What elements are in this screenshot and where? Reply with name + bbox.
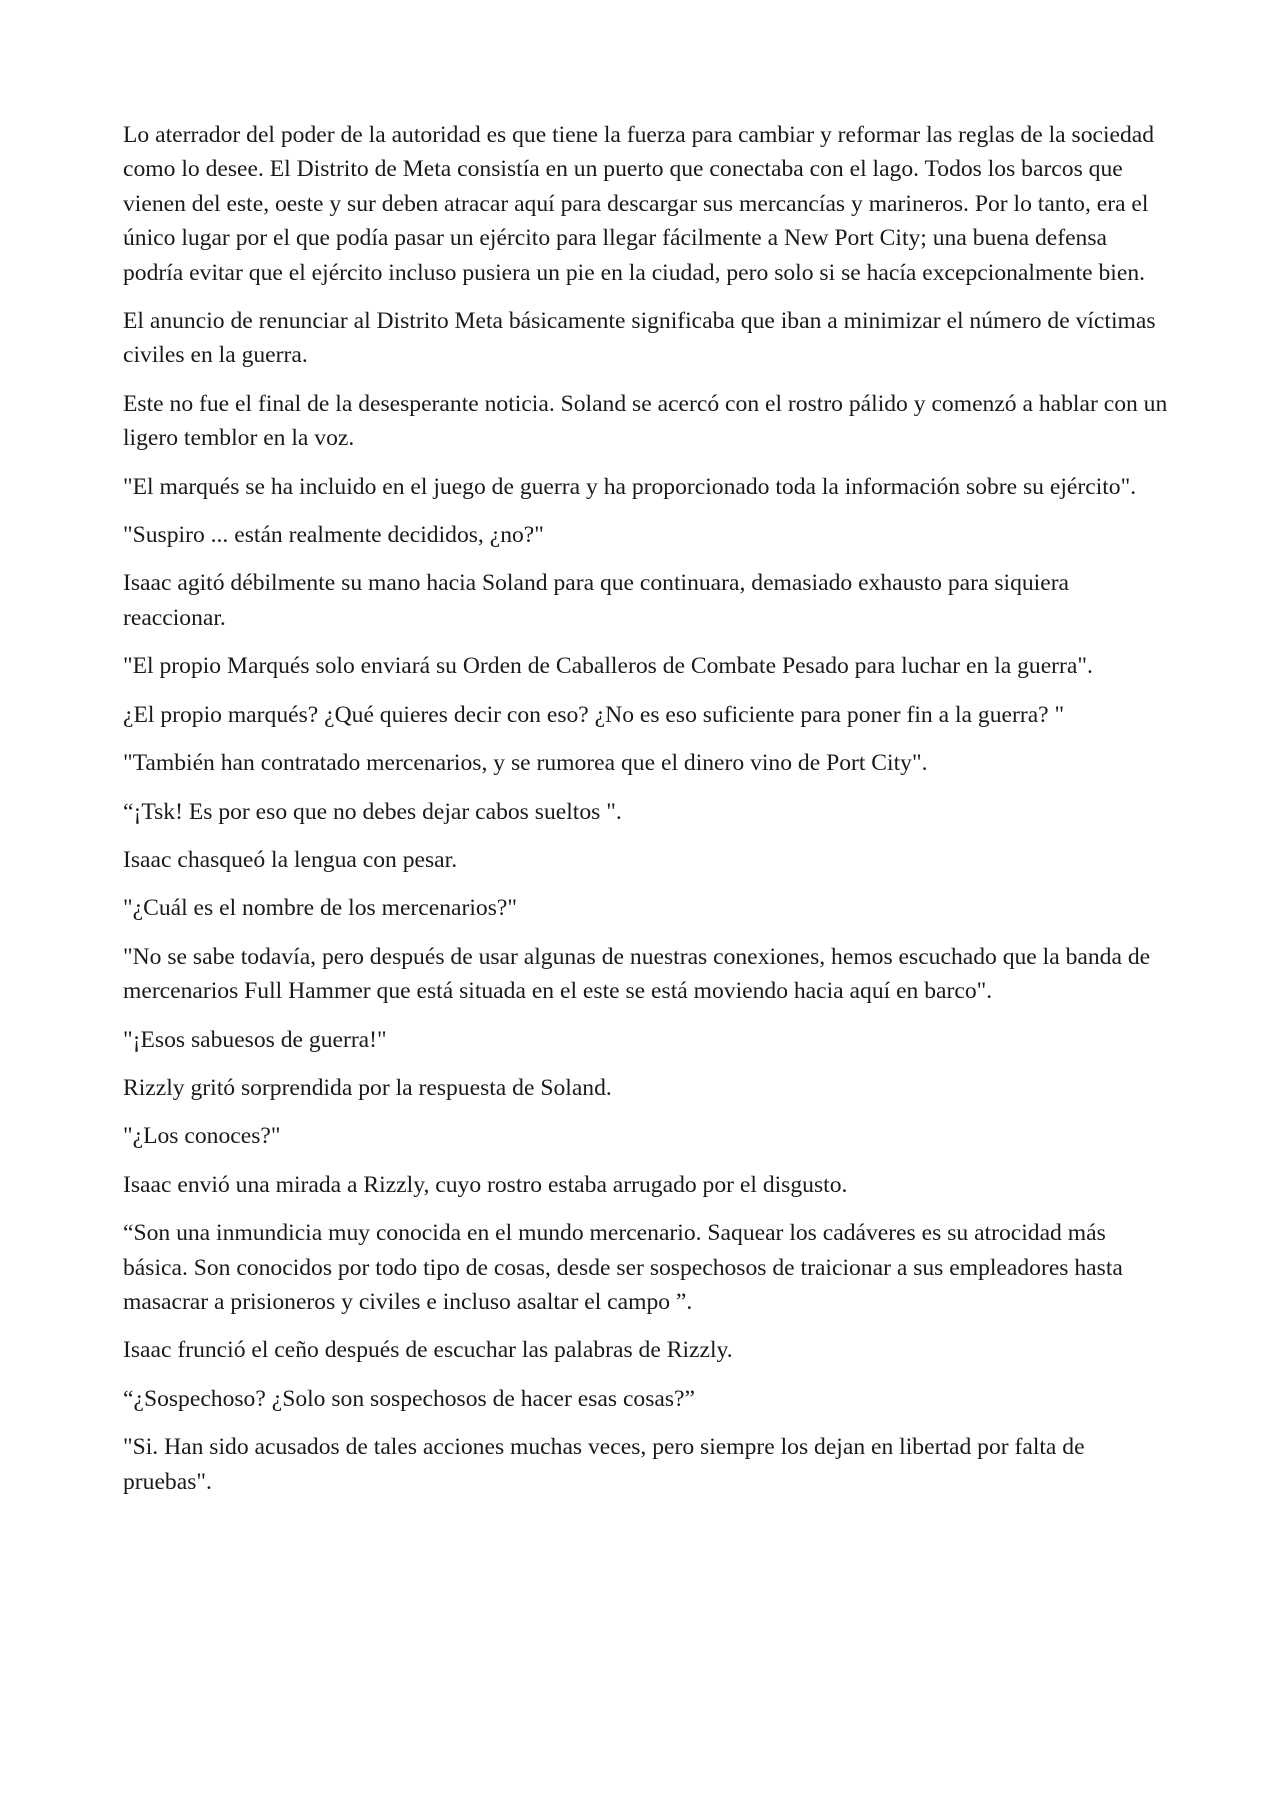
paragraph: "¿Los conoces?" — [123, 1123, 281, 1150]
paragraph: "¿Cuál es el nombre de los mercenarios?" — [123, 895, 517, 922]
paragraph: “¿Sospechoso? ¿Solo son sospechosos de hacer esas cosas?” — [123, 1385, 695, 1412]
paragraph: Lo aterrador del poder de la autoridad es que tiene la fuerza para cambiar y reformar las reglas de la sociedad como lo desee. El Distrito de Meta consistía en un puerto que conectaba con el lago. Todos los barcos que vienen del este, oeste y sur deben atracar aquí para descargar sus mercancías y marineros. Por lo tanto, era el único lugar por el que podía pasar un ejército para llegar fácilmente a New Port City; una buena defensa podría evitar que el ejército incluso pusiera un pie en la ciudad, pero solo si se hacía excepcionalmente bien. — [123, 122, 1155, 286]
paragraph: Isaac frunció el ceño después de escuchar las palabras de Rizzly. — [123, 1337, 733, 1364]
paragraph: Este no fue el final de la desesperante noticia. Soland se acercó con el rostro pálido y comenzó a hablar con un ligero temblor en la voz. — [123, 390, 1168, 452]
document-page — [123, 118, 1168, 1513]
paragraph: El anuncio de renunciar al Distrito Meta básicamente significaba que iban a minimizar el número de víctimas civiles en la guerra. — [123, 308, 1156, 369]
paragraph: ¿El propio marqués? ¿Qué quieres decir con eso? ¿No es eso suficiente para poner fin a la guerra? " — [123, 701, 1065, 728]
paragraph: Isaac agitó débilmente su mano hacia Soland para que continuara, demasiado exhausto para siquiera reaccionar. — [123, 570, 1070, 631]
paragraph: "Suspiro ... están realmente decididos, ¿no?" — [123, 522, 544, 549]
paragraph: "También han contratado mercenarios, y se rumorea que el dinero vino de Port City". — [123, 750, 928, 777]
paragraph: Isaac chasqueó la lengua con pesar. — [123, 846, 458, 873]
paragraph: "El propio Marqués solo enviará su Orden de Caballeros de Combate Pesado para luchar en la guerra". — [123, 653, 1093, 680]
paragraph: "No se sabe todavía, pero después de usar algunas de nuestras conexiones, hemos escuchado que la banda de mercenarios Full Hammer que está situada en el este se está moviendo hacia aquí en barco". — [123, 943, 1151, 1005]
paragraph: “Son una inmundicia muy conocida en el mundo mercenario. Saquear los cadáveres es su atrocidad más básica. Son conocidos por todo tipo de cosas, desde ser sospechosos de traicionar a sus empleadores hasta masacrar a prisioneros y civiles e incluso asaltar el campo ”. — [123, 1220, 1123, 1315]
paragraph: Isaac envió una mirada a Rizzly, cuyo rostro estaba arrugado por el disgusto. — [123, 1171, 848, 1198]
paragraph: Rizzly gritó sorprendida por la respuesta de Soland. — [123, 1074, 612, 1101]
paragraph: "¡Esos sabuesos de guerra!" — [123, 1026, 387, 1053]
paragraph: "El marqués se ha incluido en el juego de guerra y ha proporcionado toda la información sobre su ejército". — [123, 473, 1137, 500]
paragraph: "Si. Han sido acusados de tales acciones muchas veces, pero siempre los dejan en libertad por falta de pruebas". — [123, 1434, 1085, 1495]
paragraph: “¡Tsk! Es por eso que no debes dejar cabos sueltos ". — [123, 798, 622, 825]
